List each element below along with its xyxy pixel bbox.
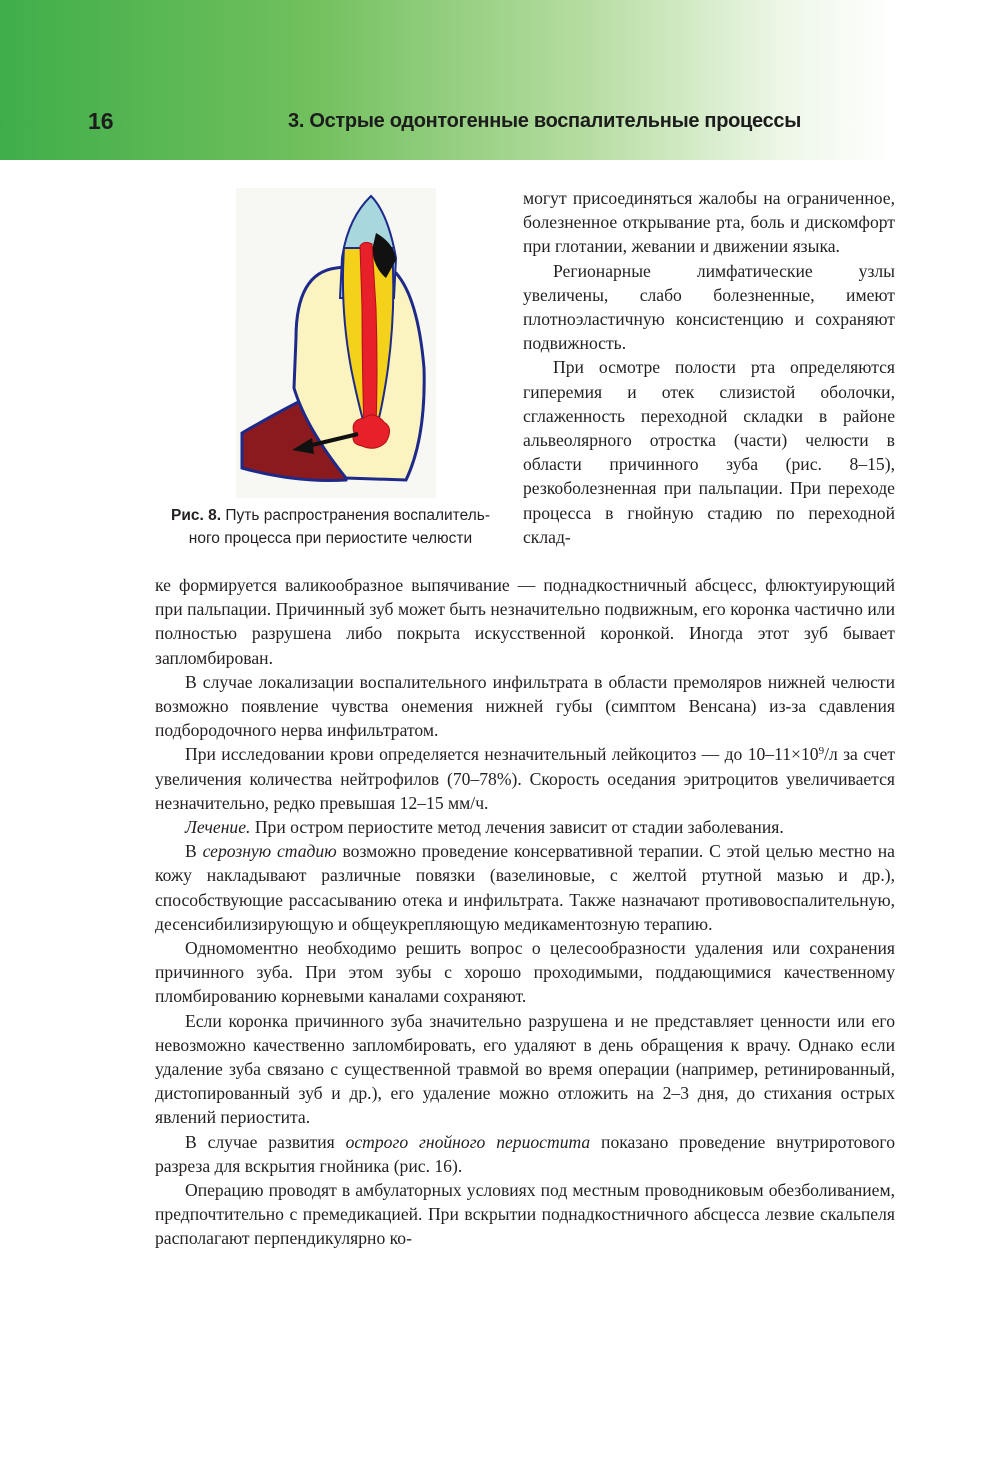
paragraph: Регионарные лимфатические узлы увеличены, слабо болезненные, имеют плотноэластичную консистенцию и сохраняют подвижность.	[523, 260, 895, 354]
caption-text-1: Путь распространения воспалитель-	[225, 507, 490, 524]
emphasis: острого гнойного периостита	[345, 1131, 591, 1152]
paragraph: ке формируется валикообразное выпячивание — поднадкостничный абсцесс, флюктуирующий при пальпации. Причинный зуб может быть незначительно подвижным, его коронка частично или полностью разрушена либо покрыта искусственной коронкой. Иногда этот зуб бывает запломбирован.	[155, 575, 895, 668]
paragraph: Операцию проводят в амбулаторных условиях под местным проводниковым обезболиванием, предпочтительно с премедикацией. При вскрытии поднадкостничного абсцесса лезвие скальпеля располагают перпендикулярно ко-	[155, 1180, 895, 1249]
paragraph: Одномоментно необходимо решить вопрос о целесообразности удаления или сохранения причинного зуба. При этом зубы с хорошо проходимыми, поддающимися качественному пломбированию корневыми каналами сохраняют.	[155, 938, 895, 1007]
paragraph: Если коронка причинного зуба значительно разрушена и не представляет ценности или его невозможно качественно запломбировать, его удаляют в день обращения к врачу. Однако если удаление зуба связано с существенной травмой во время операции (например, ретинированный, дистопированный зуб и др.), его удаление можно отложить на 2–3 дня, до стихания острых явлений периостита.	[155, 1010, 895, 1128]
chapter-header-band	[0, 0, 895, 160]
figure-caption	[148, 504, 513, 550]
caption-text-2: ного процесса при периостите челюсти	[188, 530, 473, 547]
paragraph: В серозную стадию возможно проведение консервативной терапии. С этой целью местно на кожу накладывают различные повязки (вазелиновые, с желтой ртутной мазью и др.), способствующие рассасыванию отека и инфильтрата. Также назначают противовоспалительную, десенсибилизирующую и общеукрепляющую медикаментозную терапию.	[155, 841, 895, 934]
chapter-title: 3. Острые одонтогенные воспалительные процессы	[288, 110, 802, 132]
superscript: 9	[818, 745, 825, 758]
paragraph: В случае локализации воспалительного инфильтрата в области премоляров нижней челюсти возможно появление чувства онемения нижней губы (симптом Венсана) из-за сдавления подбородочного нерва инфильтратом.	[155, 671, 895, 741]
main-text-column	[155, 573, 895, 1251]
caption-label: Рис. 8.	[171, 507, 222, 524]
paragraph: могут присоединяться жалобы на ограниченное, болезненное открывание рта, боль и дискомфорт при глотании, жевании и движении языка.	[523, 188, 895, 257]
tooth-periostitis-figure	[236, 188, 436, 498]
page-number: 16	[88, 108, 114, 134]
side-column	[523, 186, 895, 549]
paragraph: При осмотре полости рта определяются гиперемия и отек слизистой оболочки, сглаженность переходной складки в районе альвеолярного отростка (части) челюсти в области причинного зуба (рис. 8–15), резкоболезненная при пальпации. При переходе процесса в гнойную стадию по переходной склад-	[523, 357, 895, 547]
emphasis: Лечение.	[185, 817, 251, 838]
paragraph: Лечение. При остром периостите метод лечения зависит от стадии заболевания.	[185, 817, 784, 838]
emphasis: серозную стадию	[202, 841, 337, 862]
paragraph: При исследовании крови определяется незначительный лейкоцитоз — до $10-11\times 10^9/л$ за счет увеличения количества нейтрофилов (70–78%). Скорость оседания эритроцитов увеличивается незначительно, редко превышая 12–15 мм/ч.	[155, 744, 896, 813]
paragraph: В случае развития острого гнойного периостита показано проведение внутриротового разреза для вскрытия гнойника (рис. 16).	[155, 1131, 895, 1176]
